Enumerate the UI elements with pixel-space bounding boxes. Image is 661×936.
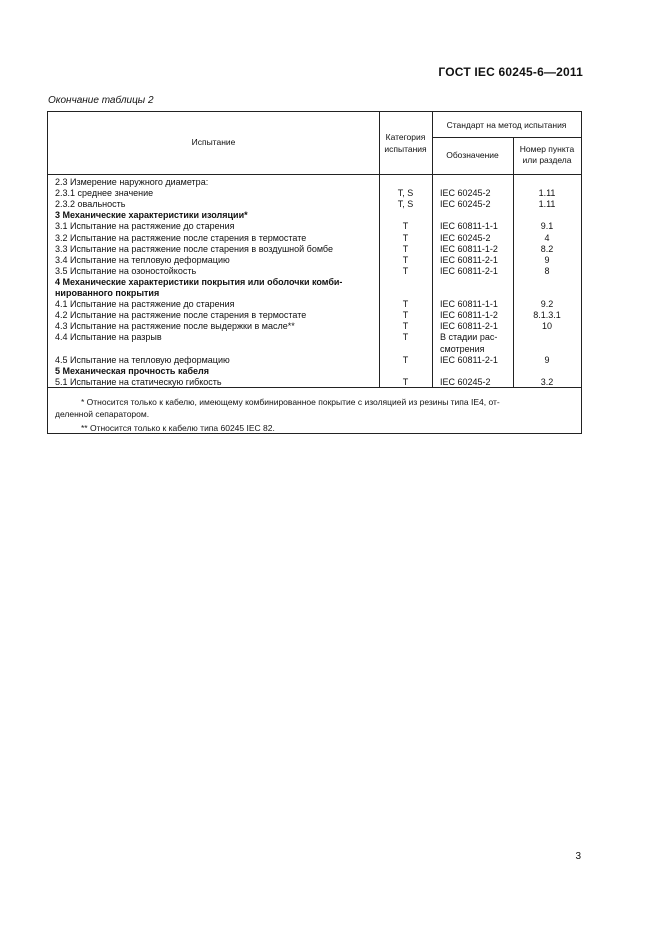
row-test: 3.1 Испытание на растяжение до старения xyxy=(55,221,235,232)
header-clause-line1: Номер пункта xyxy=(519,144,575,154)
row-test: 3.5 Испытание на озоностойкость xyxy=(55,265,197,276)
row-designation: IEC 60245-2 xyxy=(440,199,491,210)
row-clause: 1.11 xyxy=(538,188,556,199)
row-category: T xyxy=(402,376,409,387)
document-code: ГОСТ IEC 60245-6—2011 xyxy=(438,65,583,79)
row-clause: 10 xyxy=(541,321,552,332)
row-designation: IEC 60245-2 xyxy=(440,232,491,243)
header-category-line1: Категория xyxy=(385,132,426,142)
row-clause: 3.2 xyxy=(540,376,554,387)
footnote-1-line1: * Относится только к кабелю, имеющему комбинированное покрытие с изоляцией из резины типа IE4, от- xyxy=(81,397,500,407)
row-test: 5 Механическая прочность кабеля xyxy=(55,365,209,376)
footnote-2: ** Относится только к кабелю типа 60245 IEC 82. xyxy=(81,423,275,433)
page-number: 3 xyxy=(575,851,581,862)
row-test: 4.1 Испытание на растяжение до старения xyxy=(55,299,235,310)
row-clause: 8.2 xyxy=(540,243,554,254)
row-category: T xyxy=(402,221,409,232)
row-category: T xyxy=(402,232,409,243)
row-test: 4.4 Испытание на разрыв xyxy=(55,332,162,343)
row-category: T xyxy=(402,354,409,365)
row-category: T xyxy=(402,310,409,321)
row-designation: IEC 60811-1-2 xyxy=(440,243,498,254)
row-test: 2.3 Измерение наружного диаметра: xyxy=(55,177,209,187)
row-category: T, S xyxy=(397,199,414,210)
header-designation: Обозначение xyxy=(446,150,499,160)
row-test: 4.3 Испытание на растяжение после выдержки в масле** xyxy=(55,321,295,332)
row-clause: 9.1 xyxy=(540,221,554,232)
row-test: 4 Механические характеристики покрытия или оболочки комби- xyxy=(55,276,343,287)
row-clause: 8.1.3.1 xyxy=(533,310,561,321)
row-designation: IEC 60811-2-1 xyxy=(440,354,498,365)
row-test: 3.4 Испытание на тепловую деформацию xyxy=(55,254,230,265)
row-category: T xyxy=(402,321,409,332)
row-category: T xyxy=(402,254,409,265)
row-designation: IEC 60811-2-1 xyxy=(440,265,498,276)
row-designation: IEC 60245-2 xyxy=(440,188,491,199)
row-clause: 9 xyxy=(544,254,550,265)
header-clause-line2: или раздела xyxy=(522,155,572,165)
row-test: 2.3.1 среднее значение xyxy=(55,188,154,199)
row-category: T xyxy=(402,332,409,343)
row-clause: 9.2 xyxy=(540,299,554,310)
row-test: 5.1 Испытание на статическую гибкость xyxy=(55,376,222,387)
row-designation: IEC 60811-1-2 xyxy=(440,310,498,321)
row-test: 4.5 Испытание на тепловую деформацию xyxy=(55,354,230,365)
row-designation: IEC 60811-1-1 xyxy=(440,299,498,310)
row-designation: В стадии рас- xyxy=(440,332,498,343)
row-designation: IEC 60811-2-1 xyxy=(440,321,498,332)
row-test: 3.3 Испытание на растяжение после старения в воздушной бомбе xyxy=(55,243,333,254)
row-clause: 1.11 xyxy=(538,199,556,210)
row-clause: 9 xyxy=(544,354,550,365)
row-designation: смотрения xyxy=(440,343,485,354)
row-test: 4.2 Испытание на растяжение после старения в термостате xyxy=(55,310,307,321)
footnote-1-line2: деленной сепаратором. xyxy=(55,409,150,419)
row-test: 2.3.2 овальность xyxy=(55,199,126,210)
header-subdivider xyxy=(432,137,581,138)
row-designation: IEC 60811-1-1 xyxy=(440,221,498,232)
header-test: Испытание xyxy=(191,137,236,147)
row-category: T xyxy=(402,299,409,310)
row-test: 3.2 Испытание на растяжение после старения в термостате xyxy=(55,232,307,243)
row-clause: 8 xyxy=(544,265,550,276)
header-category-line2: испытания xyxy=(384,144,427,154)
row-clause: 4 xyxy=(544,232,550,243)
header-bottom-line xyxy=(48,174,581,175)
table-frame xyxy=(47,111,582,434)
row-category: T xyxy=(402,243,409,254)
row-designation: IEC 60245-2 xyxy=(440,376,491,387)
row-category: T xyxy=(402,265,409,276)
row-test: 3 Механические характеристики изоляции* xyxy=(55,210,248,221)
header-standard: Стандарт на метод испытания xyxy=(446,120,567,130)
row-test: нированного покрытия xyxy=(55,288,160,298)
row-category: T, S xyxy=(397,188,414,199)
table-caption: Окончание таблицы 2 xyxy=(48,95,154,106)
row-designation: IEC 60811-2-1 xyxy=(440,254,498,265)
